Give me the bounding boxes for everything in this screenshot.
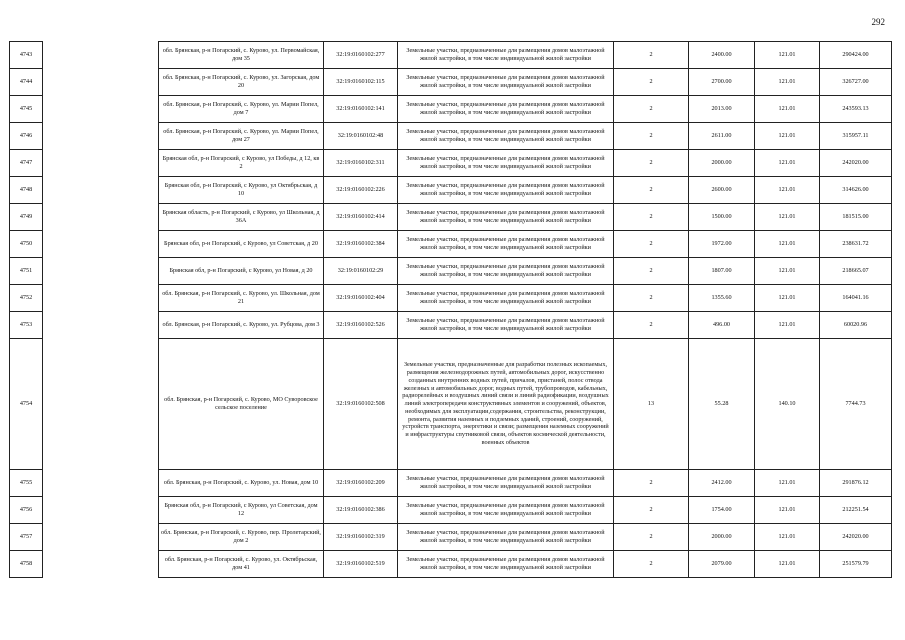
address-cell: Брянская обл, р-н Погарский, с Курово, ул Новая, д 20 xyxy=(159,258,324,285)
use-group-cell: 2 xyxy=(614,470,689,497)
row-number-cell: 4743 xyxy=(10,42,43,69)
area-cell: 1807.00 xyxy=(689,258,755,285)
specific-value-cell: 121.01 xyxy=(755,96,820,123)
spacer-cell xyxy=(43,231,159,258)
use-group-cell: 2 xyxy=(614,150,689,177)
specific-value-cell: 121.01 xyxy=(755,204,820,231)
use-group-cell: 2 xyxy=(614,123,689,150)
spacer-cell xyxy=(43,551,159,578)
use-group-cell: 2 xyxy=(614,551,689,578)
area-cell: 2700.00 xyxy=(689,69,755,96)
address-cell: обл. Брянская, р-н Погарский, с. Курово, ул. Марии Попел, дом 7 xyxy=(159,96,324,123)
specific-value-cell: 121.01 xyxy=(755,123,820,150)
cadastral-number-cell: 32:19:0160102:508 xyxy=(324,339,398,470)
area-cell: 2000.00 xyxy=(689,150,755,177)
table-row xyxy=(10,524,892,551)
spacer-cell xyxy=(43,96,159,123)
spacer-cell xyxy=(43,204,159,231)
spacer-cell xyxy=(43,312,159,339)
spacer-cell xyxy=(43,339,159,470)
use-group-cell: 2 xyxy=(614,231,689,258)
area-cell: 2400.00 xyxy=(689,42,755,69)
cadastral-number-cell: 32:19:0160102:311 xyxy=(324,150,398,177)
spacer-cell xyxy=(43,497,159,524)
use-group-cell: 2 xyxy=(614,69,689,96)
cadastral-number-cell: 32:19:0160102:226 xyxy=(324,177,398,204)
spacer-cell xyxy=(43,123,159,150)
land-use-cell: Земельные участки, предназначенные для размещения домов малоэтажной жилой застройки, в том числе индивидуальной жилой застройки xyxy=(398,231,614,258)
table-row xyxy=(10,96,892,123)
table-row xyxy=(10,312,892,339)
specific-value-cell: 121.01 xyxy=(755,312,820,339)
specific-value-cell: 121.01 xyxy=(755,470,820,497)
table-row xyxy=(10,177,892,204)
address-cell: обл. Брянская, р-н Погарский, с. Курово, ул. Загорская, дом 20 xyxy=(159,69,324,96)
address-cell: Брянская обл, р-н Погарский, с Курово, ул Октябрьская, д 10 xyxy=(159,177,324,204)
address-cell: обл. Брянская, р-н Погарский, с. Курово, ул. Марии Попел, дом 27 xyxy=(159,123,324,150)
cadastral-value-cell: 251579.79 xyxy=(820,551,892,578)
table-row xyxy=(10,285,892,312)
page-number: 292 xyxy=(871,17,885,27)
row-number-cell: 4753 xyxy=(10,312,43,339)
cadastral-value-cell: 242020.00 xyxy=(820,150,892,177)
table-row xyxy=(10,258,892,285)
row-number-cell: 4756 xyxy=(10,497,43,524)
land-use-cell: Земельные участки, предназначенные для разработки полезных ископаемых, размещения железнодорожных путей, автомобильных дорог, искусственно созданных внутренних водных путей, причалов, пристаней, полос отвода железных и автомобильных дорог, водных путей, трубопроводов, кабельных, радиорелейных и воздушных линий связи и линий радиофикации, воздушных линий электропередачи конструктивных элементов и сооружений, объектов, необходимых для эксплуатации,содержания, строительства, реконструкции, ремонта, развития наземных и подземных зданий, строений, сооружений, устройств транспорта, энергетики и связи; размещения наземных сооружений и инфраструктуры спутниковой связи, объектов космической деятельности, военных объектов xyxy=(398,339,614,470)
address-cell: обл. Брянская, р-н Погарский, с. Курово, пер. Пролетарский, дом 2 xyxy=(159,524,324,551)
cadastral-value-cell: 164041.16 xyxy=(820,285,892,312)
address-cell: Брянская обл, р-н Погарский, с Курово, ул Советская, д 20 xyxy=(159,231,324,258)
cadastral-number-cell: 32:19:0160102:141 xyxy=(324,96,398,123)
cadastral-value-cell: 238631.72 xyxy=(820,231,892,258)
specific-value-cell: 140.10 xyxy=(755,339,820,470)
land-use-cell: Земельные участки, предназначенные для размещения домов малоэтажной жилой застройки, в том числе индивидуальной жилой застройки xyxy=(398,285,614,312)
land-use-cell: Земельные участки, предназначенные для размещения домов малоэтажной жилой застройки, в том числе индивидуальной жилой застройки xyxy=(398,312,614,339)
address-cell: обл. Брянская, р-н Погарский, с. Курово, ул. Рубцова, дом 3 xyxy=(159,312,324,339)
table-row xyxy=(10,551,892,578)
row-number-cell: 4744 xyxy=(10,69,43,96)
table-row xyxy=(10,204,892,231)
row-number-cell: 4755 xyxy=(10,470,43,497)
use-group-cell: 13 xyxy=(614,339,689,470)
land-use-cell: Земельные участки, предназначенные для размещения домов малоэтажной жилой застройки, в том числе индивидуальной жилой застройки xyxy=(398,42,614,69)
cadastral-number-cell: 32:19:0160102:526 xyxy=(324,312,398,339)
use-group-cell: 2 xyxy=(614,258,689,285)
use-group-cell: 2 xyxy=(614,497,689,524)
use-group-cell: 2 xyxy=(614,524,689,551)
land-registry-table xyxy=(9,41,892,578)
cadastral-value-cell: 7744.73 xyxy=(820,339,892,470)
land-use-cell: Земельные участки, предназначенные для размещения домов малоэтажной жилой застройки, в том числе индивидуальной жилой застройки xyxy=(398,470,614,497)
area-cell: 55.28 xyxy=(689,339,755,470)
row-number-cell: 4752 xyxy=(10,285,43,312)
specific-value-cell: 121.01 xyxy=(755,42,820,69)
area-cell: 2611.00 xyxy=(689,123,755,150)
address-cell: Брянская обл, р-н Погарский, с Курово, ул Победы, д 12, кв 2 xyxy=(159,150,324,177)
table-row xyxy=(10,339,892,470)
table-row xyxy=(10,123,892,150)
table-row xyxy=(10,470,892,497)
cadastral-number-cell: 32:19:0160102:414 xyxy=(324,204,398,231)
cadastral-value-cell: 314626.00 xyxy=(820,177,892,204)
cadastral-value-cell: 326727.00 xyxy=(820,69,892,96)
land-use-cell: Земельные участки, предназначенные для размещения домов малоэтажной жилой застройки, в том числе индивидуальной жилой застройки xyxy=(398,204,614,231)
specific-value-cell: 121.01 xyxy=(755,177,820,204)
address-cell: обл. Брянская, р-н Погарский, с. Курово, ул. Новая, дом 10 xyxy=(159,470,324,497)
specific-value-cell: 121.01 xyxy=(755,524,820,551)
cadastral-value-cell: 291876.12 xyxy=(820,470,892,497)
address-cell: обл. Брянская, р-н Погарский, с. Курово, МО Суворовское сельское поселение xyxy=(159,339,324,470)
spacer-cell xyxy=(43,258,159,285)
cadastral-number-cell: 32:19:0160102:386 xyxy=(324,497,398,524)
table-row xyxy=(10,497,892,524)
row-number-cell: 4754 xyxy=(10,339,43,470)
row-number-cell: 4748 xyxy=(10,177,43,204)
cadastral-number-cell: 32:19:0160102:29 xyxy=(324,258,398,285)
specific-value-cell: 121.01 xyxy=(755,231,820,258)
spacer-cell xyxy=(43,470,159,497)
spacer-cell xyxy=(43,150,159,177)
cadastral-number-cell: 32:19:0160102:115 xyxy=(324,69,398,96)
use-group-cell: 2 xyxy=(614,285,689,312)
cadastral-value-cell: 218665.07 xyxy=(820,258,892,285)
row-number-cell: 4746 xyxy=(10,123,43,150)
table-row xyxy=(10,231,892,258)
row-number-cell: 4751 xyxy=(10,258,43,285)
cadastral-number-cell: 32:19:0160102:404 xyxy=(324,285,398,312)
specific-value-cell: 121.01 xyxy=(755,258,820,285)
row-number-cell: 4757 xyxy=(10,524,43,551)
table-body xyxy=(10,42,892,578)
area-cell: 496.00 xyxy=(689,312,755,339)
cadastral-number-cell: 32:19:0160102:519 xyxy=(324,551,398,578)
land-use-cell: Земельные участки, предназначенные для размещения домов малоэтажной жилой застройки, в том числе индивидуальной жилой застройки xyxy=(398,150,614,177)
address-cell: Брянская область, р-н Погарский, с Курово, ул Школьная, д 36А xyxy=(159,204,324,231)
table-row xyxy=(10,69,892,96)
address-cell: обл. Брянская, р-н Погарский, с. Курово, ул. Октябрьская, дом 41 xyxy=(159,551,324,578)
row-number-cell: 4747 xyxy=(10,150,43,177)
address-cell: Брянская обл, р-н Погарский, с Курово, ул Советская, дом 12 xyxy=(159,497,324,524)
cadastral-value-cell: 181515.00 xyxy=(820,204,892,231)
area-cell: 1972.00 xyxy=(689,231,755,258)
cadastral-value-cell: 290424.00 xyxy=(820,42,892,69)
land-use-cell: Земельные участки, предназначенные для размещения домов малоэтажной жилой застройки, в том числе индивидуальной жилой застройки xyxy=(398,177,614,204)
cadastral-value-cell: 60020.96 xyxy=(820,312,892,339)
land-use-cell: Земельные участки, предназначенные для размещения домов малоэтажной жилой застройки, в том числе индивидуальной жилой застройки xyxy=(398,123,614,150)
cadastral-number-cell: 32:19:0160102:277 xyxy=(324,42,398,69)
area-cell: 1754.00 xyxy=(689,497,755,524)
area-cell: 2079.00 xyxy=(689,551,755,578)
area-cell: 2013.00 xyxy=(689,96,755,123)
use-group-cell: 2 xyxy=(614,177,689,204)
specific-value-cell: 121.01 xyxy=(755,497,820,524)
spacer-cell xyxy=(43,69,159,96)
spacer-cell xyxy=(43,285,159,312)
land-use-cell: Земельные участки, предназначенные для размещения домов малоэтажной жилой застройки, в том числе индивидуальной жилой застройки xyxy=(398,551,614,578)
area-cell: 2000.00 xyxy=(689,524,755,551)
use-group-cell: 2 xyxy=(614,204,689,231)
cadastral-value-cell: 242020.00 xyxy=(820,524,892,551)
specific-value-cell: 121.01 xyxy=(755,551,820,578)
use-group-cell: 2 xyxy=(614,42,689,69)
cadastral-number-cell: 32:19:0160102:209 xyxy=(324,470,398,497)
area-cell: 2412.00 xyxy=(689,470,755,497)
address-cell: обл. Брянская, р-н Погарский, с. Курово, ул. Первомайская, дом 35 xyxy=(159,42,324,69)
specific-value-cell: 121.01 xyxy=(755,285,820,312)
spacer-cell xyxy=(43,177,159,204)
land-use-cell: Земельные участки, предназначенные для размещения домов малоэтажной жилой застройки, в том числе индивидуальной жилой застройки xyxy=(398,69,614,96)
specific-value-cell: 121.01 xyxy=(755,69,820,96)
row-number-cell: 4750 xyxy=(10,231,43,258)
land-use-cell: Земельные участки, предназначенные для размещения домов малоэтажной жилой застройки, в том числе индивидуальной жилой застройки xyxy=(398,258,614,285)
table-row xyxy=(10,42,892,69)
land-use-cell: Земельные участки, предназначенные для размещения домов малоэтажной жилой застройки, в том числе индивидуальной жилой застройки xyxy=(398,497,614,524)
use-group-cell: 2 xyxy=(614,312,689,339)
land-use-cell: Земельные участки, предназначенные для размещения домов малоэтажной жилой застройки, в том числе индивидуальной жилой застройки xyxy=(398,524,614,551)
spacer-cell xyxy=(43,524,159,551)
spacer-cell xyxy=(43,42,159,69)
row-number-cell: 4758 xyxy=(10,551,43,578)
address-cell: обл. Брянская, р-н Погарский, с. Курово, ул. Школьная, дом 21 xyxy=(159,285,324,312)
use-group-cell: 2 xyxy=(614,96,689,123)
cadastral-value-cell: 315957.11 xyxy=(820,123,892,150)
cadastral-value-cell: 243593.13 xyxy=(820,96,892,123)
cadastral-number-cell: 32:19:0160102:384 xyxy=(324,231,398,258)
area-cell: 1500.00 xyxy=(689,204,755,231)
area-cell: 1355.60 xyxy=(689,285,755,312)
row-number-cell: 4749 xyxy=(10,204,43,231)
cadastral-value-cell: 212251.54 xyxy=(820,497,892,524)
cadastral-number-cell: 32:19:0160102:319 xyxy=(324,524,398,551)
cadastral-number-cell: 32:19:0160102:48 xyxy=(324,123,398,150)
table-row xyxy=(10,150,892,177)
area-cell: 2600.00 xyxy=(689,177,755,204)
row-number-cell: 4745 xyxy=(10,96,43,123)
specific-value-cell: 121.01 xyxy=(755,150,820,177)
land-use-cell: Земельные участки, предназначенные для размещения домов малоэтажной жилой застройки, в том числе индивидуальной жилой застройки xyxy=(398,96,614,123)
